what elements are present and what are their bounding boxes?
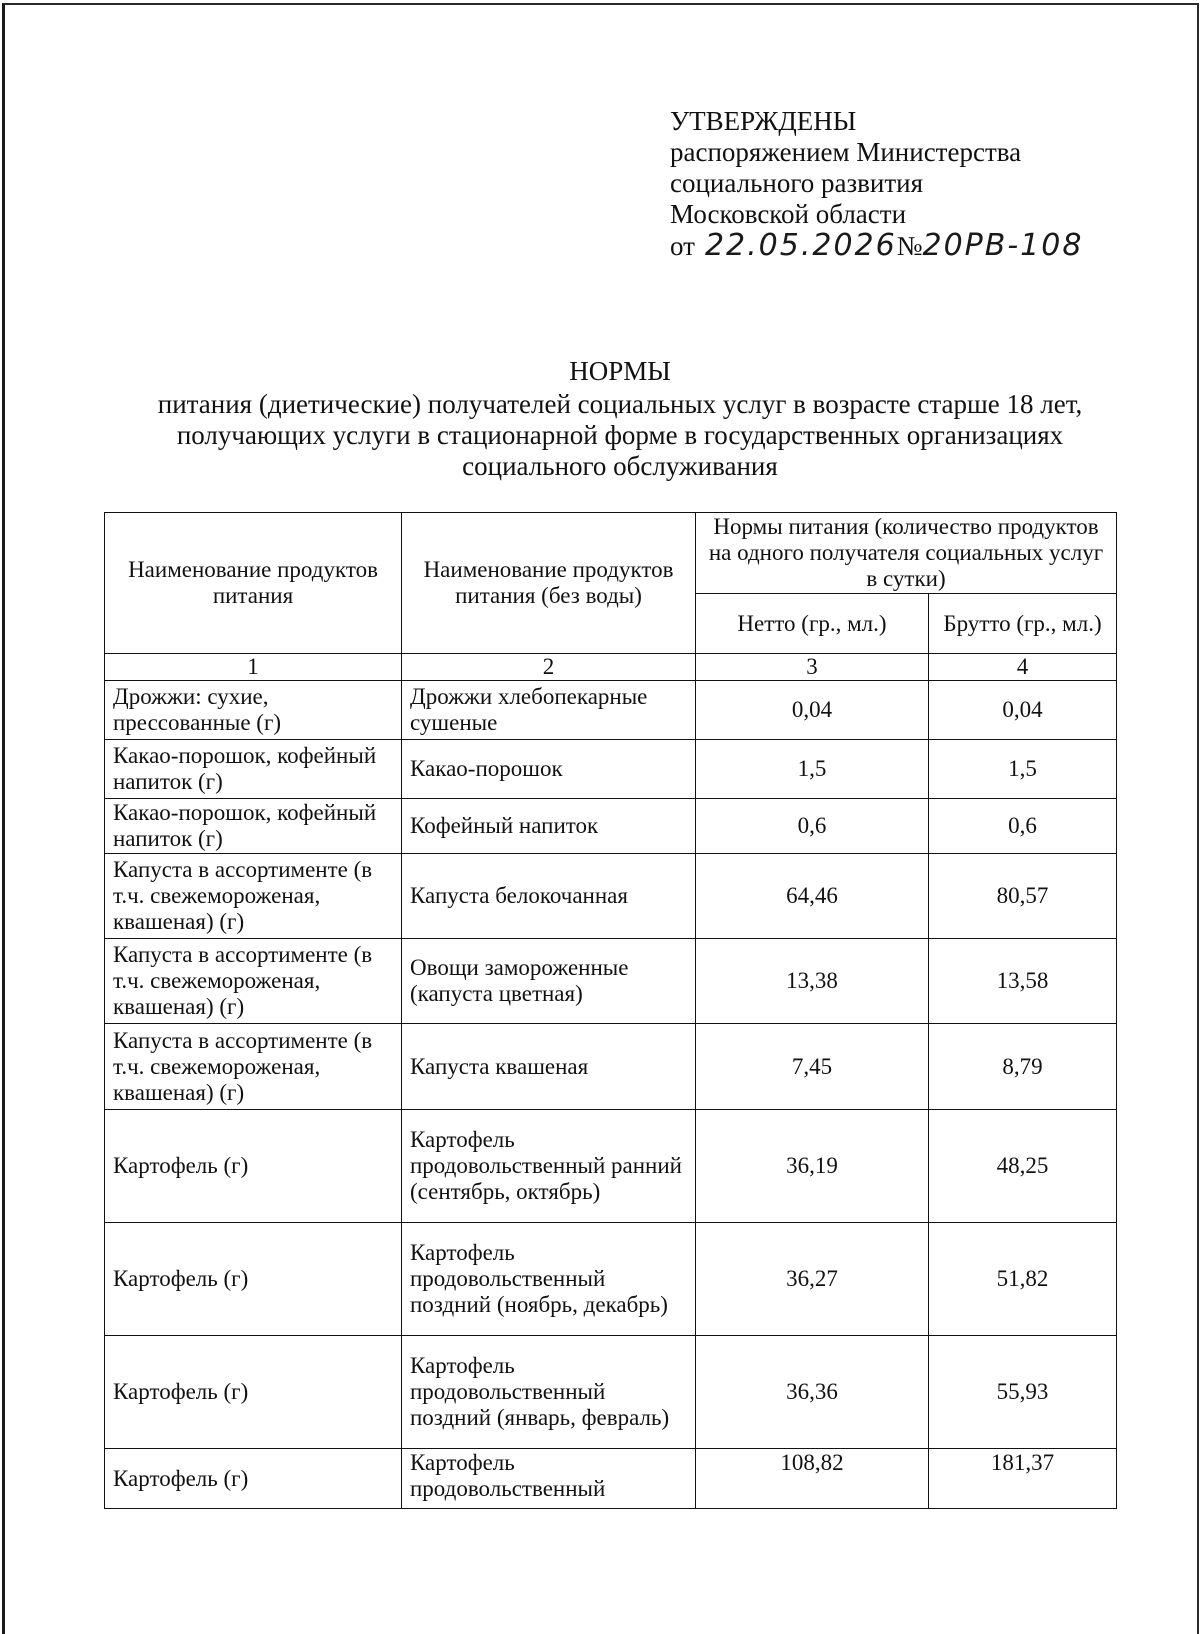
handwritten-number: 20РВ-108 xyxy=(922,228,1084,263)
netto-value: 64,46 xyxy=(696,854,929,939)
brutto-value: 13,58 xyxy=(929,939,1117,1024)
brutto-value: 51,82 xyxy=(929,1223,1117,1336)
brutto-value: 48,25 xyxy=(929,1110,1117,1223)
date-prefix: от xyxy=(670,231,695,261)
product-description: Овощи замороженные (капуста цветная) xyxy=(402,939,696,1024)
approval-heading: УТВЕРЖДЕНЫ xyxy=(670,106,857,136)
product-name: Капуста в ассортименте (в т.ч. свежемороженая, квашеная) (г) xyxy=(105,854,402,939)
table-row xyxy=(105,1110,1117,1223)
netto-value: 13,38 xyxy=(696,939,929,1024)
table-row xyxy=(105,799,1117,854)
netto-value: 0,6 xyxy=(696,799,929,854)
header-netto: Нетто (гр., мл.) xyxy=(696,594,929,654)
header-product-name-no-water: Наименование продуктов питания (без воды) xyxy=(402,513,696,654)
header-norms: Нормы питания (количество продуктов на одного получателя социальных услуг в сутки) xyxy=(696,513,1117,594)
column-index: 1 xyxy=(105,654,402,681)
netto-value: 108,82 xyxy=(696,1449,929,1509)
product-name: Картофель (г) xyxy=(105,1449,402,1509)
title-line-3: социального обслуживания xyxy=(462,451,778,481)
brutto-value: 80,57 xyxy=(929,854,1117,939)
product-name: Дрожжи: сухие, прессованные (г) xyxy=(105,681,402,740)
product-name: Какао-порошок, кофейный напиток (г) xyxy=(105,740,402,799)
approval-line-social: социального развития xyxy=(670,168,924,198)
column-index: 4 xyxy=(929,654,1117,681)
netto-value: 36,19 xyxy=(696,1110,929,1223)
product-name: Капуста в ассортименте (в т.ч. свежемороженая, квашеная) (г) xyxy=(105,939,402,1024)
netto-value: 7,45 xyxy=(696,1024,929,1110)
header-brutto: Брутто (гр., мл.) xyxy=(929,594,1117,654)
approval-stamp xyxy=(670,106,1083,262)
product-description: Картофель продовольственный ранний (сентябрь, октябрь) xyxy=(402,1110,696,1223)
table-row xyxy=(105,1223,1117,1336)
product-name: Картофель (г) xyxy=(105,1336,402,1449)
table-row xyxy=(105,1449,1117,1509)
product-description: Картофель продовольственный xyxy=(402,1449,696,1509)
product-description: Кофейный напиток xyxy=(402,799,696,854)
approval-line-ministry: распоряжением Министерства xyxy=(670,137,1022,167)
approval-date-line xyxy=(670,230,1083,262)
netto-value: 36,36 xyxy=(696,1336,929,1449)
approval-line-region: Московской области xyxy=(670,199,907,229)
product-name: Какао-порошок, кофейный напиток (г) xyxy=(105,799,402,854)
brutto-value: 0,6 xyxy=(929,799,1117,854)
document-title xyxy=(100,356,1140,482)
table-row xyxy=(105,939,1117,1024)
table-row xyxy=(105,854,1117,939)
product-name: Картофель (г) xyxy=(105,1110,402,1223)
netto-value: 0,04 xyxy=(696,681,929,740)
column-index: 2 xyxy=(402,654,696,681)
title-line-1: питания (диетические) получателей социальных услуг в возрасте старше 18 лет, xyxy=(157,389,1083,419)
header-product-name: Наименование продуктов питания xyxy=(105,513,402,654)
product-name: Картофель (г) xyxy=(105,1223,402,1336)
product-description: Капуста квашеная xyxy=(402,1024,696,1110)
brutto-value: 0,04 xyxy=(929,681,1117,740)
table-row xyxy=(105,1336,1117,1449)
title-line-2: получающих услуги в стационарной форме в государственных организациях xyxy=(176,420,1064,450)
product-name: Капуста в ассортименте (в т.ч. свежемороженая, квашеная) (г) xyxy=(105,1024,402,1110)
table-row xyxy=(105,681,1117,740)
brutto-value: 8,79 xyxy=(929,1024,1117,1110)
table-row xyxy=(105,740,1117,799)
brutto-value: 1,5 xyxy=(929,740,1117,799)
number-sign: № xyxy=(896,231,923,261)
netto-value: 1,5 xyxy=(696,740,929,799)
brutto-value: 181,37 xyxy=(929,1449,1117,1509)
product-description: Картофель продовольственный поздний (ноябрь, декабрь) xyxy=(402,1223,696,1336)
product-description: Дрожжи хлебопекарные сушеные xyxy=(402,681,696,740)
table-row xyxy=(105,1024,1117,1110)
product-description: Капуста белокочанная xyxy=(402,854,696,939)
brutto-value: 55,93 xyxy=(929,1336,1117,1449)
netto-value: 36,27 xyxy=(696,1223,929,1336)
product-description: Какао-порошок xyxy=(402,740,696,799)
product-description: Картофель продовольственный поздний (январь, февраль) xyxy=(402,1336,696,1449)
title-main: НОРМЫ xyxy=(569,356,671,386)
norms-table xyxy=(104,512,1117,1509)
handwritten-date: 22.05.2026 xyxy=(704,228,897,263)
column-index: 3 xyxy=(696,654,929,681)
